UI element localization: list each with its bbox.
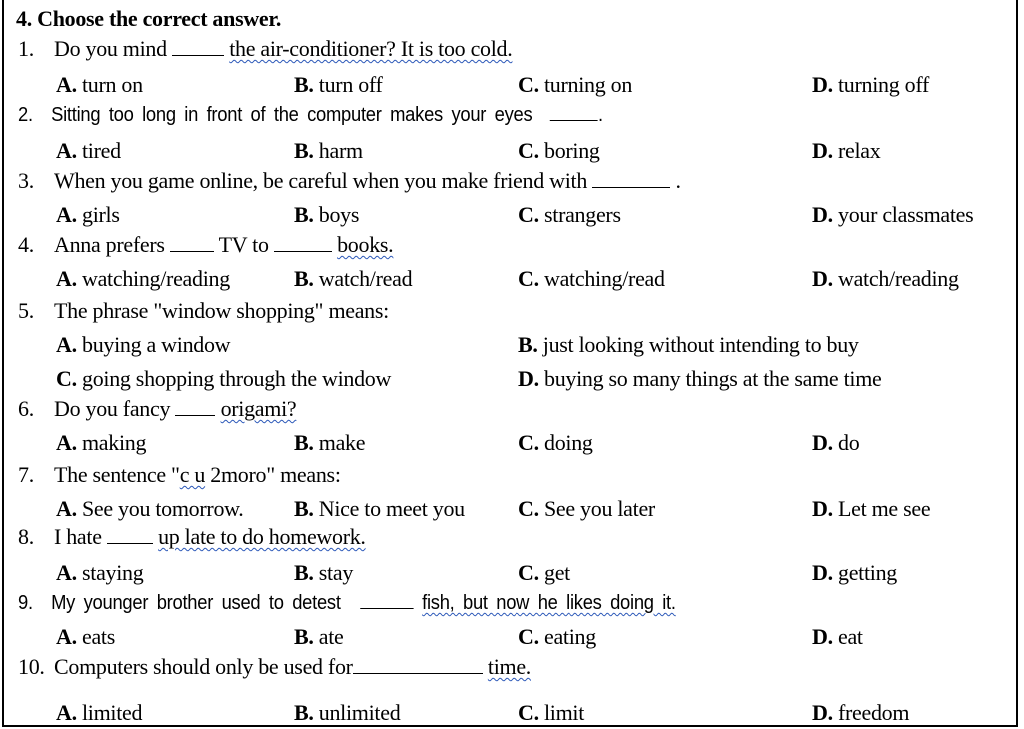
q7-option-b[interactable]: B. Nice to meet you: [294, 496, 465, 521]
q4-option-c[interactable]: C. watching/read: [518, 266, 665, 291]
answer-blank[interactable]: [107, 525, 153, 544]
q9-option-a[interactable]: A. eats: [56, 624, 116, 649]
q10-option-c[interactable]: C. limit: [518, 700, 585, 725]
q10-option-a[interactable]: A. limited: [56, 700, 143, 725]
question-1-text-after: the air-conditioner? It is too cold.: [229, 36, 513, 61]
q6-option-a[interactable]: A. making: [56, 430, 147, 455]
question-2: 2. Sitting too long in front of the computer makes your eyes .: [18, 104, 603, 126]
q7-option-c[interactable]: C. See you later: [518, 496, 655, 521]
q3-option-b[interactable]: B. boys: [294, 202, 360, 227]
q9-option-b[interactable]: B. ate: [294, 624, 344, 649]
question-5: 5. The phrase "window shopping" means:: [18, 298, 389, 323]
q2-option-d[interactable]: D. relax: [812, 138, 881, 163]
question-8: 8. I hate up late to do homework.: [18, 524, 366, 549]
q3-option-a[interactable]: A. girls: [56, 202, 120, 227]
q8-option-d[interactable]: D. getting: [812, 560, 897, 585]
q6-option-c[interactable]: C. doing: [518, 430, 593, 455]
q4-option-b[interactable]: B. watch/read: [294, 266, 413, 291]
q2-option-a[interactable]: A. tired: [56, 138, 121, 163]
question-6: 6. Do you fancy origami?: [18, 396, 297, 421]
q5-option-a[interactable]: A. buying a window: [56, 332, 231, 357]
q1-option-d[interactable]: D. turning off: [812, 72, 930, 97]
question-9: 9. My younger brother used to detest fish, but now he likes doing it.: [18, 592, 676, 614]
q8-option-b[interactable]: B. stay: [294, 560, 354, 585]
question-1: 1. Do you mind the air-conditioner? It is too cold.: [18, 36, 513, 61]
q7-option-d[interactable]: D. Let me see: [812, 496, 931, 521]
q1-option-c[interactable]: C. turning on: [518, 72, 633, 97]
q2-option-b[interactable]: B. harm: [294, 138, 363, 163]
answer-blank[interactable]: [175, 397, 215, 416]
answer-blank[interactable]: [172, 37, 224, 56]
question-3: 3. When you game online, be careful when you make friend with .: [18, 168, 681, 193]
question-4: 4. Anna prefers TV to books.: [18, 232, 394, 257]
q8-option-a[interactable]: A. staying: [56, 560, 144, 585]
question-10: 10. Computers should only be used for time.: [18, 654, 531, 679]
q1-option-a[interactable]: A. turn on: [56, 72, 143, 97]
q5-option-c[interactable]: C. going shopping through the window: [56, 366, 392, 391]
q8-option-c[interactable]: C. get: [518, 560, 570, 585]
q4-option-d[interactable]: D. watch/reading: [812, 266, 959, 291]
answer-blank[interactable]: [360, 590, 413, 609]
q10-option-d[interactable]: D. freedom: [812, 700, 910, 725]
exercise-heading: 4. Choose the correct answer.: [16, 6, 282, 31]
q1-option-b[interactable]: B. turn off: [294, 72, 383, 97]
q9-option-c[interactable]: C. eating: [518, 624, 596, 649]
question-1-text-before: Do you mind: [54, 36, 167, 61]
answer-blank[interactable]: [353, 655, 483, 674]
question-7: 7. The sentence "c u 2moro" means:: [18, 462, 341, 487]
answer-blank-1[interactable]: [170, 233, 214, 252]
q3-option-c[interactable]: C. strangers: [518, 202, 621, 227]
answer-blank[interactable]: [592, 169, 670, 188]
q5-option-d[interactable]: D. buying so many things at the same time: [518, 366, 882, 391]
answer-blank-2[interactable]: [274, 233, 332, 252]
q3-option-d[interactable]: D. your classmates: [812, 202, 974, 227]
q10-option-b[interactable]: B. unlimited: [294, 700, 401, 725]
q9-option-d[interactable]: D. eat: [812, 624, 863, 649]
q2-option-c[interactable]: C. boring: [518, 138, 600, 163]
q5-option-b[interactable]: B. just looking without intending to buy: [518, 332, 859, 357]
q6-option-d[interactable]: D. do: [812, 430, 860, 455]
answer-blank[interactable]: [550, 102, 598, 121]
q7-option-a[interactable]: A. See you tomorrow.: [56, 496, 244, 521]
q4-option-a[interactable]: A. watching/reading: [56, 266, 230, 291]
q6-option-b[interactable]: B. make: [294, 430, 366, 455]
